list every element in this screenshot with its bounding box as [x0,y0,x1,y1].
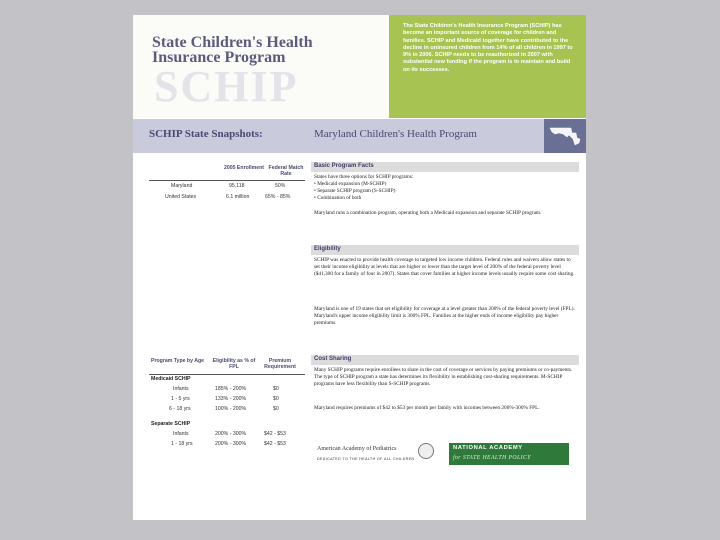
cost-sharing-paragraph-1: Many SCHIP programs require enrollees to share in the cost of coverage or services by paying premiums or co-payments. The type of SCHIP program a state has determines its flexibility in establishing cost-sharing requirements. M-SCHIP programs have less flexibility than S-SCHIP programs. [314,367,573,388]
match-value: 65% - 85% [265,194,291,200]
age-cell: 6 - 18 yrs [169,406,191,412]
enrollment-value: 95,118 [229,183,245,189]
eligibility-cell: 200% - 300% [215,441,247,447]
table-row-label: United States [165,194,197,200]
snapshot-label: SCHIP State Snapshots: [149,128,263,140]
enrollment-header: 2005 Enrollment [223,165,265,171]
match-rate-header: Federal Match Rate [268,165,304,177]
schip-watermark: SCHIP [154,62,299,111]
eligibility-cell: 185% - 200% [215,386,247,392]
eligibility-cell: 200% - 300% [215,431,247,437]
list-item: • Separate SCHIP program (S-SCHIP) [314,188,396,194]
basic-facts-intro: States have three options for SCHIP programs: [314,174,414,180]
list-item: • Combination of both [314,195,362,201]
list-item-text: Combination of both [317,195,362,201]
aap-logo-tagline: DEDICATED TO THE HEALTH OF ALL CHILDREN [317,457,415,461]
aap-seal-icon [418,443,434,459]
cost-sharing-title: Cost Sharing [314,356,352,362]
eligibility-header: Eligibility as % of FPL [212,358,256,370]
premium-cell: $0 [273,396,279,402]
table-rule [149,374,305,375]
basic-facts-text: Maryland runs a combination program, operating both a Medicaid expansion and separate SCHIP program. [314,210,542,216]
age-cell: Infants [173,386,189,392]
program-type-header: Program Type by Age [151,358,205,364]
table-rule [149,180,305,181]
intro-text: The State Children's Health Insurance Program (SCHIP) has become an important source of coverage for children and families. SCHIP and Medicaid together have contributed to the decline in uninsured children from 14% of all children in 1997 to 9% in 2006. SCHIP needs to be reauthorized in 2007 with substantial new funding if the program is to maintain and build on its successes. [403,23,573,73]
age-cell: Infants [173,431,189,437]
basic-facts-title: Basic Program Facts [314,163,374,169]
cost-sharing-paragraph-2: Maryland requires premiums of $42 to $53 per month per family with incomes between 200%-300% FPL. [314,405,540,411]
enrollment-value: 6.1 million [226,194,250,200]
eligibility-header-bar [311,245,579,255]
list-item-text: Separate SCHIP program (S-SCHIP) [317,188,396,194]
page-title-line2: Insurance Program [152,49,286,66]
match-value: 50% [275,183,286,189]
premium-cell: $42 - $53 [264,441,286,447]
eligibility-paragraph-2: Maryland is one of 19 states that set eligibility for coverage at a level greater than 200% of the federal poverty level (FPL). Maryland's upper income eligibility limit is 300% FPL. Families at the higher ends of income eligibility pay higher premiums. [314,306,575,327]
premium-header: Premium Requirement [264,358,296,370]
eligibility-cell: 133% - 200% [215,396,247,402]
aap-logo-name: American Academy of Pediatrics [317,446,397,452]
premium-cell: $42 - $53 [264,431,286,437]
eligibility-cell: 100% - 200% [215,406,247,412]
age-cell: 1 - 18 yrs [171,441,193,447]
premium-cell: $0 [273,406,279,412]
age-cell: 1 - 5 yrs [171,396,190,402]
eligibility-paragraph-1: SCHIP was enacted to provide health coverage to targeted low income children. Federal rules and waivers allow states to set their income eligibility at levels that are higher or lower than the target level of 200% of the federal poverty level ($41,300 for a family of four in 2007). States that cover families at higher income levels usually require some cost sharing. [314,257,575,278]
page-title-line1: State Children's Health [152,34,313,51]
program-name: Maryland Children's Health Program [314,128,477,140]
nashp-logo-line2: for STATE HEALTH POLICY [453,455,531,461]
maryland-map-icon [549,125,581,147]
table-row-label: Maryland [171,183,193,189]
group-label: Separate SCHIP [151,421,191,427]
list-item-text: Medicaid expansion (M-SCHIP) [317,181,387,187]
fact-sheet-page [133,15,586,520]
eligibility-title: Eligibility [314,246,341,252]
premium-cell: $0 [273,386,279,392]
group-label: Medicaid SCHIP [151,376,191,382]
nashp-logo-line1: NATIONAL ACADEMY [453,445,523,451]
list-item: • Medicaid expansion (M-SCHIP) [314,181,387,187]
